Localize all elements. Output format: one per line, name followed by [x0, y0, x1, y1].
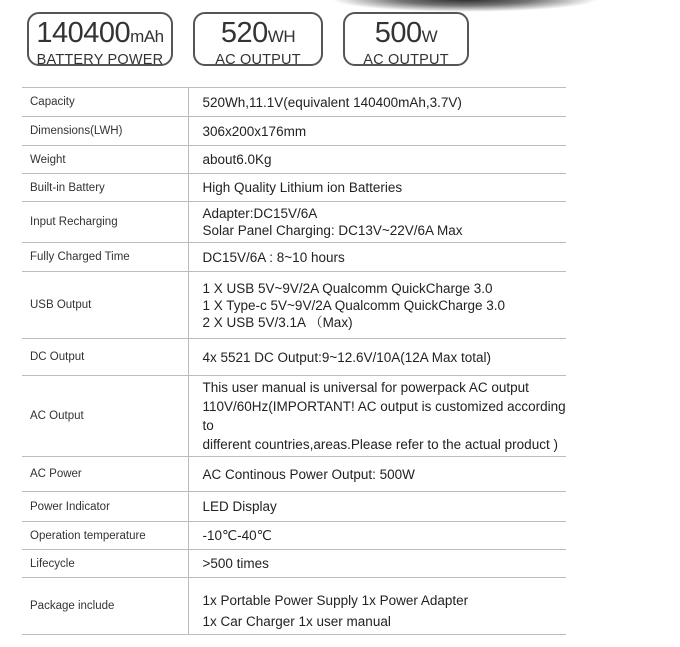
spec-row	[22, 202, 566, 243]
spec-row	[22, 339, 566, 376]
spec-value	[188, 339, 566, 376]
spec-label: Fully Charged Time	[22, 243, 188, 272]
spec-row	[22, 243, 566, 272]
spec-value	[188, 457, 566, 492]
spec-value-line: about6.0Kg	[202, 152, 272, 167]
spec-value	[188, 272, 566, 339]
spec-value-line: LED Display	[202, 499, 277, 514]
spec-value-line: AC Continous Power Output: 500W	[202, 466, 415, 482]
spec-value-line: >500 times	[202, 556, 269, 571]
spec-label: Dimensions(LWH)	[22, 117, 188, 146]
spec-value-line: Adapter:DC15V/6A	[202, 206, 318, 221]
spec-value-line: 4x 5521 DC Output:9~12.6V/10A(12A Max total)	[202, 349, 492, 365]
badge-value: 520WH	[220, 17, 296, 49]
spec-row	[22, 376, 566, 457]
spec-row	[22, 550, 566, 578]
spec-value-line: -10℃-40℃	[202, 528, 272, 543]
spec-label: Package include	[22, 578, 188, 635]
spec-row	[22, 578, 566, 635]
badge-value: 140400mAh	[36, 17, 164, 49]
ac-output-w-badge	[343, 12, 469, 66]
spec-row	[22, 117, 566, 146]
spec-value-line: 1 X USB 5V~9V/2A Qualcomm QuickCharge 3.0	[202, 280, 493, 296]
spec-label: Lifecycle	[22, 550, 188, 578]
spec-value	[188, 117, 566, 146]
spec-label: USB Output	[22, 272, 188, 339]
spec-label: Capacity	[22, 88, 188, 117]
spec-label: Weight	[22, 146, 188, 174]
spec-row	[22, 457, 566, 492]
badge-caption: BATTERY POWER	[36, 52, 164, 68]
spec-row	[22, 88, 566, 117]
spec-row	[22, 174, 566, 202]
spec-value-line: Solar Panel Charging: DC13V~22V/6A Max	[202, 223, 463, 238]
spec-label: Power Indicator	[22, 492, 188, 522]
spec-table-body	[22, 88, 566, 635]
spec-value-line: 520Wh,11.1V(equivalent 140400mAh,3.7V)	[202, 94, 462, 110]
spec-label: DC Output	[22, 339, 188, 376]
badge-caption: AC OUTPUT	[215, 52, 301, 68]
badge-caption: AC OUTPUT	[363, 52, 449, 68]
spec-value	[188, 88, 566, 117]
spec-value-line: 2 X USB 5V/3.1A （Max)	[202, 314, 353, 330]
spec-row	[22, 146, 566, 174]
spec-row	[22, 522, 566, 550]
spec-value-line: 110V/60Hz(IMPORTANT! AC output is customized according to	[202, 399, 566, 433]
spec-value-line: 306x200x176mm	[202, 123, 307, 139]
spec-value	[188, 376, 566, 457]
spec-value-line: High Quality Lithium ion Batteries	[202, 180, 403, 195]
spec-value	[188, 146, 566, 174]
ac-output-wh-badge	[193, 12, 323, 66]
spec-value-line: 1x Car Charger 1x user manual	[202, 614, 391, 629]
product-shadow	[330, 0, 600, 12]
spec-value-line: This user manual is universal for powerpack AC output	[202, 380, 529, 395]
spec-value	[188, 174, 566, 202]
spec-value	[188, 243, 566, 272]
spec-label: AC Power	[22, 457, 188, 492]
badge-value: 500W	[374, 17, 438, 49]
spec-label: Operation temperature	[22, 522, 188, 550]
spec-row	[22, 492, 566, 522]
spec-value	[188, 202, 566, 243]
spec-value-line: DC15V/6A : 8~10 hours	[202, 249, 345, 265]
spec-value	[188, 578, 566, 635]
spec-value	[188, 522, 566, 550]
spec-row	[22, 272, 566, 339]
spec-label: Input Recharging	[22, 202, 188, 243]
spec-value	[188, 492, 566, 522]
spec-label: AC Output	[22, 376, 188, 457]
battery-power-badge	[27, 12, 173, 66]
spec-value-line: 1x Portable Power Supply 1x Power Adapter	[202, 593, 469, 608]
spec-value-line: 1 X Type-c 5V~9V/2A Qualcomm QuickCharge 3.0	[202, 297, 506, 313]
spec-value-line: different countries,areas.Please refer to the actual product )	[202, 437, 558, 452]
spec-label: Built-in Battery	[22, 174, 188, 202]
spec-value	[188, 550, 566, 578]
spec-table	[22, 87, 566, 635]
